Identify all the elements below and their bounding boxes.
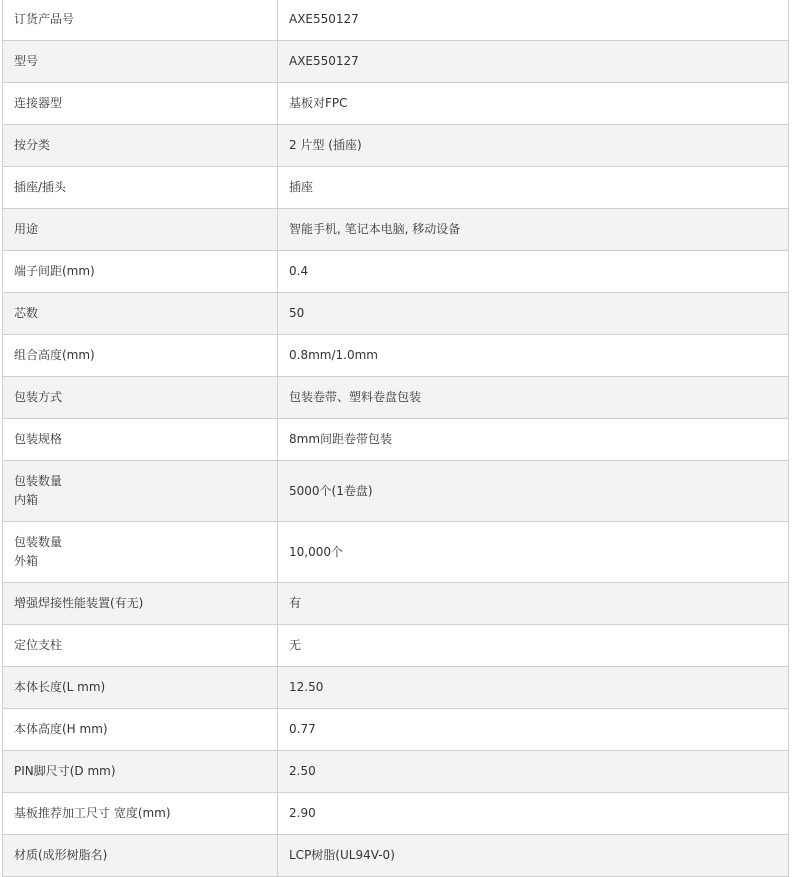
spec-label-cell: [3, 461, 278, 522]
spec-label-cell: [3, 335, 278, 377]
spec-label-cell: [3, 709, 278, 751]
spec-label: 包装数量: [14, 535, 63, 549]
spec-label: 连接器型: [14, 96, 63, 110]
spec-label-cell: [3, 0, 278, 41]
spec-value-cell: [278, 209, 789, 251]
spec-value-cell: [278, 419, 789, 461]
spec-label: 定位支柱: [14, 638, 63, 652]
spec-value-cell: [278, 625, 789, 667]
spec-label-cell: [3, 251, 278, 293]
spec-value: 50: [289, 306, 305, 320]
spec-value-cell: [278, 167, 789, 209]
spec-value: 智能手机, 笔记本电脑, 移动设备: [289, 222, 461, 236]
table-row: [3, 751, 789, 793]
spec-label: 增强焊接性能装置(有无): [14, 596, 144, 610]
spec-label: PIN脚尺寸(D mm): [14, 764, 116, 778]
spec-label-cell: [3, 167, 278, 209]
spec-label: 外箱: [14, 554, 39, 568]
spec-value-cell: [278, 461, 789, 522]
spec-label: 芯数: [14, 306, 39, 320]
spec-value-cell: [278, 522, 789, 583]
spec-value: LCP树脂(UL94V-0): [289, 848, 395, 862]
spec-label: 组合高度(mm): [14, 348, 95, 362]
spec-value: 包装卷带、塑料卷盘包装: [289, 390, 422, 404]
spec-value: AXE550127: [289, 12, 359, 26]
spec-value-cell: [278, 793, 789, 835]
spec-value: 0.77: [289, 722, 316, 736]
table-row: [3, 377, 789, 419]
spec-label-cell: [3, 377, 278, 419]
table-row: [3, 0, 789, 41]
table-row: [3, 835, 789, 877]
table-row: [3, 709, 789, 751]
spec-label: 本体高度(H mm): [14, 722, 108, 736]
product-spec-table: [2, 0, 789, 877]
spec-value-cell: [278, 83, 789, 125]
spec-label-cell: [3, 209, 278, 251]
spec-label-cell: [3, 751, 278, 793]
spec-label: 内箱: [14, 493, 39, 507]
spec-value-cell: [278, 335, 789, 377]
spec-value: 基板对FPC: [289, 96, 348, 110]
spec-label: 插座/插头: [14, 180, 67, 194]
spec-value: 10,000个: [289, 544, 343, 559]
spec-value: 5000个(1卷盘): [289, 483, 373, 498]
spec-label: 基板推荐加工尺寸 宽度(mm): [14, 806, 171, 820]
spec-value-cell: [278, 41, 789, 83]
spec-label: 型号: [14, 54, 39, 68]
spec-value-cell: [278, 751, 789, 793]
spec-value: 2.50: [289, 764, 316, 778]
spec-value: 有: [289, 596, 302, 610]
spec-value-cell: [278, 125, 789, 167]
spec-label: 包装规格: [14, 432, 63, 446]
table-row: [3, 461, 789, 522]
table-row: [3, 419, 789, 461]
spec-value-cell: [278, 377, 789, 419]
spec-label: 订货产品号: [14, 12, 75, 26]
spec-value-cell: [278, 709, 789, 751]
table-row: [3, 793, 789, 835]
spec-label-cell: [3, 583, 278, 625]
table-row: [3, 209, 789, 251]
table-row: [3, 293, 789, 335]
spec-label-cell: [3, 125, 278, 167]
spec-value-cell: [278, 251, 789, 293]
spec-value-cell: [278, 583, 789, 625]
spec-value: 插座: [289, 180, 314, 194]
spec-value-cell: [278, 835, 789, 877]
table-row: [3, 167, 789, 209]
spec-label-cell: [3, 419, 278, 461]
spec-label-cell: [3, 41, 278, 83]
spec-value: 无: [289, 638, 302, 652]
spec-label: 包装数量: [14, 474, 63, 488]
spec-value: AXE550127: [289, 54, 359, 68]
spec-label: 材质(成形树脂名): [14, 848, 108, 862]
spec-label-cell: [3, 667, 278, 709]
spec-value: 12.50: [289, 680, 324, 694]
table-row: [3, 625, 789, 667]
spec-value: 2.90: [289, 806, 316, 820]
spec-label-cell: [3, 793, 278, 835]
table-row: [3, 83, 789, 125]
spec-label-cell: [3, 522, 278, 583]
spec-value: 2 片型 (插座): [289, 138, 362, 152]
table-row: [3, 251, 789, 293]
spec-label: 包装方式: [14, 390, 63, 404]
spec-value-cell: [278, 293, 789, 335]
table-row: [3, 125, 789, 167]
table-row: [3, 583, 789, 625]
spec-value-cell: [278, 667, 789, 709]
spec-label-cell: [3, 625, 278, 667]
spec-label: 端子间距(mm): [14, 264, 95, 278]
spec-label-cell: [3, 835, 278, 877]
table-row: [3, 667, 789, 709]
spec-value: 8mm间距卷带包装: [289, 432, 393, 446]
table-row: [3, 335, 789, 377]
spec-label-cell: [3, 293, 278, 335]
table-row: [3, 522, 789, 583]
table-row: [3, 41, 789, 83]
spec-label-cell: [3, 83, 278, 125]
spec-value-cell: [278, 0, 789, 41]
spec-table-body: [3, 0, 789, 877]
spec-label: 按分类: [14, 138, 51, 152]
spec-value: 0.4: [289, 264, 309, 278]
spec-label: 用途: [14, 222, 39, 236]
spec-value: 0.8mm/1.0mm: [289, 348, 378, 362]
spec-label: 本体长度(L mm): [14, 680, 106, 694]
